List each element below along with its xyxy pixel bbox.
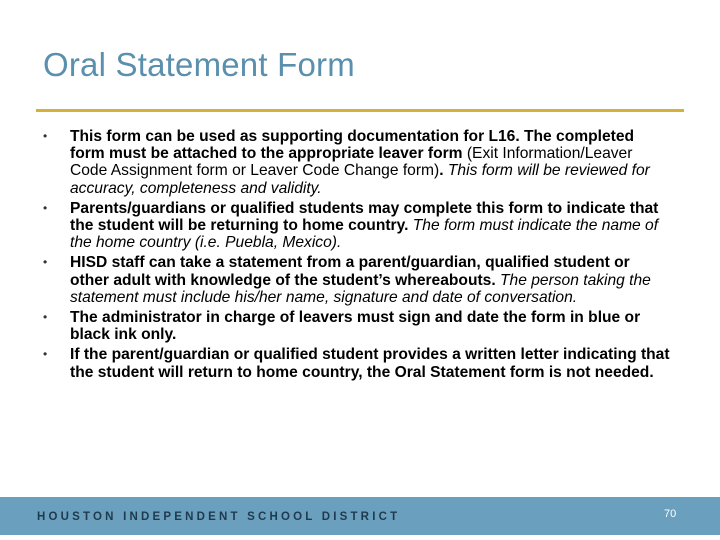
bullet-italic-text: This form will be reviewed for accuracy, completeness and validity. — [70, 162, 650, 197]
bullet-bold-text: This form can be used as supporting documentation for L16. The completed form must be attached to the appropriate leaver form — [70, 128, 635, 163]
bullet-bold-text: If the parent/guardian or qualified student provides a written letter indicating that the student will return to home country, the Oral Statement form is not needed. — [70, 346, 670, 381]
bullet-normal-text: (Exit Information/Leaver Code Assignment form or Leaver Code Change form) — [70, 145, 633, 180]
footer-bar — [0, 497, 720, 535]
bullet-item — [40, 346, 670, 380]
bullet-bold-text: Parents/guardians or qualified students may complete this form to indicate that the student will be returning to home country. — [70, 199, 659, 235]
bullet-item — [40, 309, 670, 343]
bullet-italic-text: The form must indicate the name of the home country (i.e. Puebla, Mexico). — [70, 217, 659, 252]
bullet-bold-end: . — [439, 162, 448, 180]
bullet-item — [40, 254, 670, 306]
page-number: 70 — [664, 508, 677, 520]
title-divider — [36, 109, 684, 112]
bullet-bold-text: HISD staff can take a statement from a parent/guardian, qualified student or other adult with knowledge of the student’s whereabouts. — [70, 254, 630, 289]
slide-title: Oral Statement Form — [43, 46, 355, 83]
bullet-list — [40, 128, 670, 384]
bullet-bold-text: The administrator in charge of leavers must sign and date the form in blue or black ink only. — [70, 309, 641, 344]
bullet-item — [40, 200, 670, 252]
bullet-italic-text: The person taking the statement must include his/her name, signature and date of conversation. — [70, 271, 651, 306]
bullet-item — [40, 128, 670, 197]
footer-organization: HOUSTON INDEPENDENT SCHOOL DISTRICT — [37, 511, 401, 523]
